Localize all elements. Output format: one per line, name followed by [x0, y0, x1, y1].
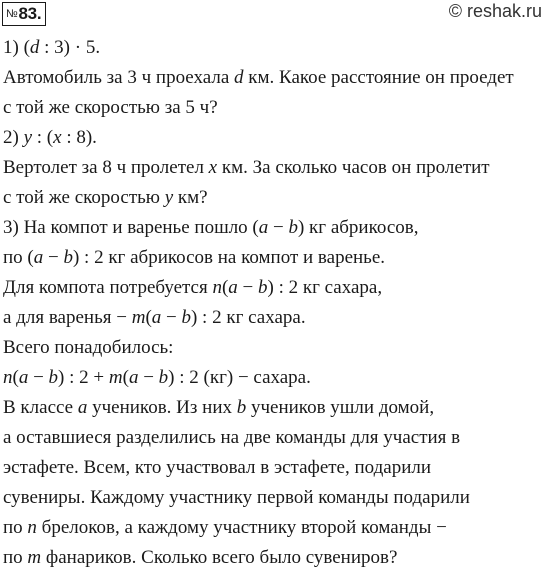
text-line: Автомобиль за 3 ч проехала d км. Какое расстояние он проедет — [3, 67, 514, 88]
text-line: 2) y : (x : 8). — [3, 127, 97, 148]
text-line: Вертолет за 8 ч пролетел x км. За сколько часов он пролетит — [3, 157, 490, 178]
text-line: а оставшиеся разделились на две команды для участия в — [3, 427, 461, 448]
text-line: сувениры. Каждому участнику первой команды подарили — [3, 487, 470, 508]
text-line: по m фанариков. Сколько всего было сувениров? — [3, 547, 398, 568]
site-watermark: © reshak.ru — [448, 1, 542, 21]
number-sign: № — [6, 8, 18, 20]
text-line: 1) (d : 3) · 5. — [3, 37, 101, 58]
text-line: с той же скоростью за 5 ч? — [3, 97, 218, 118]
text-line: а для варенья − m(a − b) : 2 кг сахара. — [3, 307, 306, 328]
text-line: с той же скоростью y км? — [3, 187, 208, 208]
text-line: по n брелоков, а каждому участнику второй команды − — [3, 517, 447, 538]
text-line: Всего понадобилось: — [3, 337, 174, 358]
problem-number: 83. — [18, 4, 42, 23]
text-line: эстафете. Всем, кто участвовал в эстафете, подарили — [3, 457, 432, 478]
problem-number-badge — [2, 2, 46, 26]
text-line: по (a − b) : 2 кг абрикосов на компот и варенье. — [3, 247, 386, 268]
text-line: В классе a учеников. Из них b учеников ушли домой, — [3, 397, 435, 418]
text-line: n(a − b) : 2 + m(a − b) : 2 (кг) − сахара. — [3, 367, 311, 388]
text-line: 3) На компот и варенье пошло (a − b) кг абрикосов, — [3, 217, 419, 238]
text-line: Для компота потребуется n(a − b) : 2 кг сахара, — [3, 277, 383, 298]
